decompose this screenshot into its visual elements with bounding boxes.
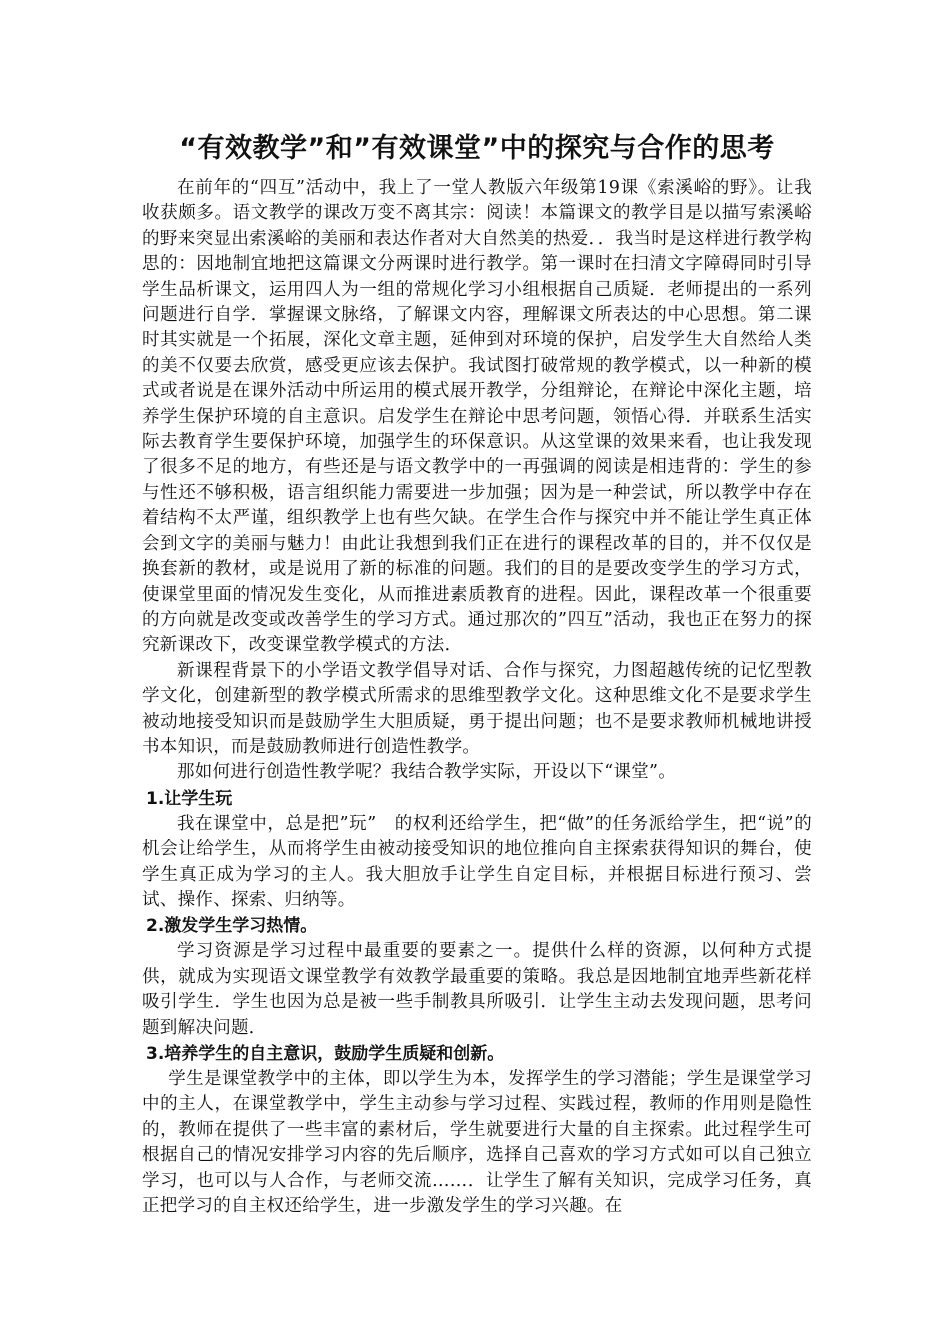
section-text-1: 我在课堂中，总是把”玩” 的权利还给学生，把“做”的任务派给学生，把“说”的机会让给学生，从而将学生由被动接受知识的地位推向自主探索获得知识的舞台，使学生真正成为学习的主人。我大胆放手让学生自定目标，并根据目标进行预习、尝试、操作、探索、归纳等。	[142, 813, 812, 910]
section-heading-1: 1.让学生玩	[146, 788, 233, 809]
section-text-2: 学习资源是学习过程中最重要的要素之一。提供什么样的资源，以何种方式提供，就成为实现语文课堂教学有效教学最重要的策略。我总是因地制宜地弄些新花样吸引学生．学生也因为总是被一些手制教具所吸引．让学生主动去发现问题，思考问题到解决问题．	[142, 941, 812, 1038]
section-heading-3: 3.培养学生的自主意识，鼓励学生质疑和创新。	[146, 1044, 505, 1064]
document-page	[142, 128, 812, 1219]
intro-paragraph: 在前年的“四互”活动中，我上了一堂人教版六年级第19课《索溪峪的野》。让我收获颇多。语文教学的课改万变不离其宗：阅读！本篇课文的教学目是以描写索溪峪的野来突显出索溪峪的美丽和表达作者对大自然美的热爱．．我当时是这样进行教学构思的：因地制宜地把这篇课文分两课时进行教学。第一课时在扫清文字障碍同时引导学生品析课文，运用四人为一组的常规化学习小组根据自己质疑．老师提出的一系列问题进行自学．掌握课文脉络，了解课文内容，理解课文所表达的中心思想。第二课时其实就是一个拓展，深化文章主题，延伸到对环境的保护，启发学生大自然给人类的美不仅要去欣赏，感受更应该去保护。我试图打破常规的教学模式，以一种新的模式或者说是在课外活动中所运用的模式展开教学，分组辩论，在辩论中深化主题，培养学生保护环境的自主意识。启发学生在辩论中思考问题，领悟心得．并联系生活实际去教育学生要保护环境，加强学生的环保意识。从这堂课的效果来看，也让我发现了很多不足的地方，有些还是与语文教学中的一再强调的阅读是相违背的：学生的参与性还不够积极，语言组织能力需要进一步加强；因为是一种尝试，所以教学中存在着结构不太严谨，组织教学上也有些欠缺。在学生合作与探究中并不能让学生真正体会到文字的美丽与魅力！由此让我想到我们正在进行的课程改革的目的，并不仅仅是换套新的教材，或是说用了新的标准的问题。我们的目的是要改变学生的学习方式，使课堂里面的情况发生变化，从而推进素质教育的进程。因此，课程改革一个很重要的方向就是改变或改善学生的学习方式。通过那次的”四互”活动，我也正在努力的探究新课改下，改变课堂教学模式的方法．	[142, 178, 812, 656]
section-text-3: 学生是课堂教学中的主体，即以学生为本，发挥学生的学习潜能；学生是课堂学习中的主人，在课堂教学中，学生主动参与学习过程、实践过程，教师的作用则是隐性的，教师在提供了一些丰富的素材后，学生就要进行大量的自主探索。此过程学生可根据自己的情况安排学习内容的先后顺序，选择自己喜欢的学习方式如可以自己独立学习，也可以与人合作，与老师交流……．让学生了解有关知识，完成学习任务，真正把学习的自主权还给学生，进一步激发学生的学习兴趣。在	[142, 1069, 812, 1217]
transition-paragraph: 那如何进行创造性教学呢？我结合教学实际，开设以下“课堂”。	[177, 762, 677, 783]
background-paragraph: 新课程背景下的小学语文教学倡导对话、合作与探究，力图超越传统的记忆型教学文化，创建新型的教学模式所需求的思维型教学文化。这种思维文化不是要求学生被动地接受知识而是鼓励学生大胆质疑，勇于提出问题；也不是要求教师机械地讲授书本知识，而是鼓励教师进行创造性教学。	[142, 660, 812, 757]
section-heading-2: 2.激发学生学习热情。	[146, 916, 318, 937]
document-title: “有效教学”和”有效课堂”中的探究与合作的思考	[179, 133, 775, 164]
